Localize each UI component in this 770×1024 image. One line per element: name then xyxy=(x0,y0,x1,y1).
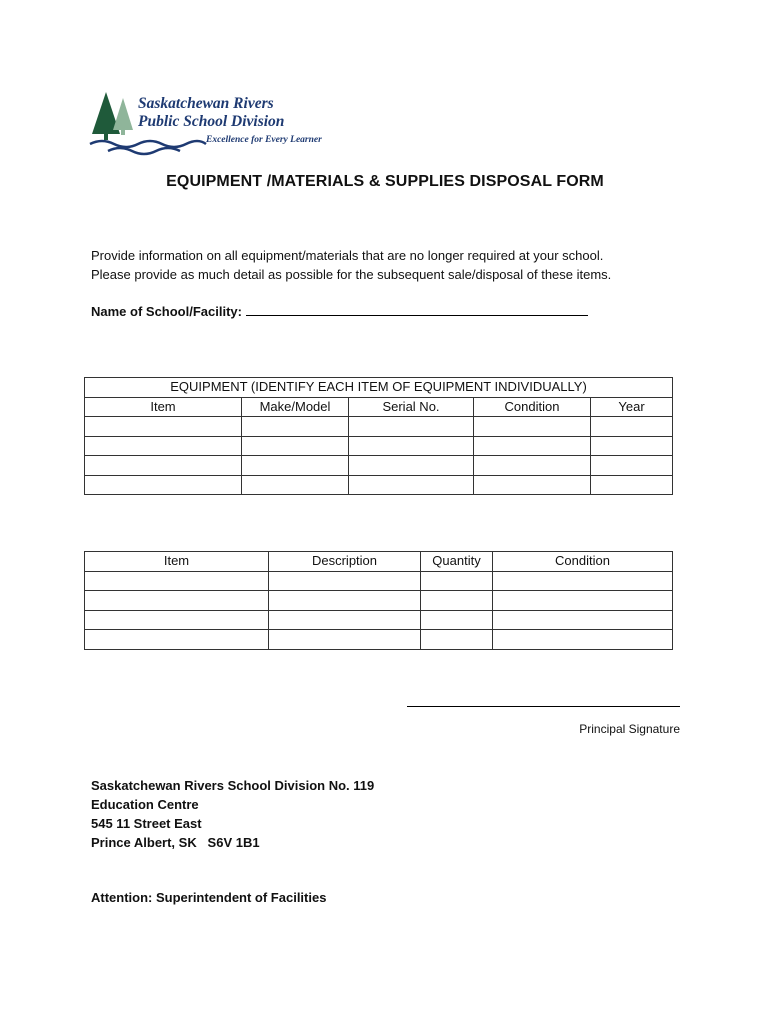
address-line-2: Education Centre xyxy=(91,797,199,812)
table-cell[interactable] xyxy=(493,591,673,611)
column-header-item: Item xyxy=(85,552,269,572)
address-line-4: Prince Albert, SK S6V 1B1 xyxy=(91,835,260,850)
materials-table-header-row xyxy=(85,552,673,572)
column-header-make-model: Make/Model xyxy=(242,397,349,417)
table-cell[interactable] xyxy=(85,456,242,476)
table-cell[interactable] xyxy=(242,456,349,476)
column-header-description: Description xyxy=(269,552,421,572)
table-cell[interactable] xyxy=(421,610,493,630)
table-cell[interactable] xyxy=(242,436,349,456)
address-line-3: 545 11 Street East xyxy=(91,816,202,831)
table-cell[interactable] xyxy=(474,456,591,476)
table-cell[interactable] xyxy=(349,475,474,495)
table-cell[interactable] xyxy=(269,571,421,591)
table-row xyxy=(85,417,673,437)
table-cell[interactable] xyxy=(85,630,269,650)
table-cell[interactable] xyxy=(493,630,673,650)
form-title: EQUIPMENT /MATERIALS & SUPPLIES DISPOSAL FORM xyxy=(166,173,604,190)
school-name-input-line[interactable] xyxy=(246,302,588,316)
table-cell[interactable] xyxy=(269,591,421,611)
table-cell[interactable] xyxy=(493,610,673,630)
attention-line: Attention: Superintendent of Facilities xyxy=(91,890,327,905)
table-cell[interactable] xyxy=(242,475,349,495)
table-cell[interactable] xyxy=(474,417,591,437)
table-cell[interactable] xyxy=(591,475,673,495)
intro-text xyxy=(91,246,611,284)
table-cell[interactable] xyxy=(269,630,421,650)
school-name-field xyxy=(91,302,588,319)
column-header-item: Item xyxy=(85,397,242,417)
table-cell[interactable] xyxy=(269,610,421,630)
table-row xyxy=(85,610,673,630)
table-cell[interactable] xyxy=(421,630,493,650)
table-row xyxy=(85,591,673,611)
table-cell[interactable] xyxy=(349,456,474,476)
equipment-table-heading: EQUIPMENT (IDENTIFY EACH ITEM OF EQUIPMENT INDIVIDUALLY) xyxy=(85,378,673,398)
table-cell[interactable] xyxy=(474,475,591,495)
table-row xyxy=(85,571,673,591)
table-cell[interactable] xyxy=(474,436,591,456)
column-header-condition: Condition xyxy=(474,397,591,417)
table-cell[interactable] xyxy=(85,571,269,591)
table-cell[interactable] xyxy=(591,417,673,437)
table-cell[interactable] xyxy=(85,436,242,456)
logo-title-line1: Saskatchewan Rivers xyxy=(138,95,274,112)
logo-tagline: Excellence for Every Learner xyxy=(206,135,322,145)
mailing-address xyxy=(91,776,374,852)
table-cell[interactable] xyxy=(85,591,269,611)
table-cell[interactable] xyxy=(421,591,493,611)
intro-line-2: Please provide as much detail as possible for the subsequent sale/disposal of these items. xyxy=(91,267,612,282)
logo-title-line2: Public School Division xyxy=(138,113,285,130)
table-cell[interactable] xyxy=(85,475,242,495)
table-cell[interactable] xyxy=(591,436,673,456)
table-cell[interactable] xyxy=(591,456,673,476)
principal-signature-line[interactable] xyxy=(407,706,680,707)
materials-table xyxy=(84,551,673,650)
equipment-table xyxy=(84,377,673,495)
table-cell[interactable] xyxy=(421,571,493,591)
equipment-table-header-row xyxy=(85,397,673,417)
table-cell[interactable] xyxy=(85,610,269,630)
table-row xyxy=(85,436,673,456)
division-logo xyxy=(88,90,323,156)
column-header-serial-no: Serial No. xyxy=(349,397,474,417)
table-cell[interactable] xyxy=(349,436,474,456)
table-cell[interactable] xyxy=(242,417,349,437)
table-row xyxy=(85,630,673,650)
column-header-quantity: Quantity xyxy=(421,552,493,572)
address-line-1: Saskatchewan Rivers School Division No. 119 xyxy=(91,778,375,793)
principal-signature-label: Principal Signature xyxy=(579,722,680,736)
column-header-year: Year xyxy=(591,397,673,417)
school-name-label: Name of School/Facility: xyxy=(91,304,242,319)
table-row xyxy=(85,475,673,495)
column-header-condition: Condition xyxy=(493,552,673,572)
table-row xyxy=(85,456,673,476)
table-cell[interactable] xyxy=(349,417,474,437)
table-cell[interactable] xyxy=(493,571,673,591)
table-cell[interactable] xyxy=(85,417,242,437)
intro-line-1: Provide information on all equipment/materials that are no longer required at your school. xyxy=(91,248,604,263)
